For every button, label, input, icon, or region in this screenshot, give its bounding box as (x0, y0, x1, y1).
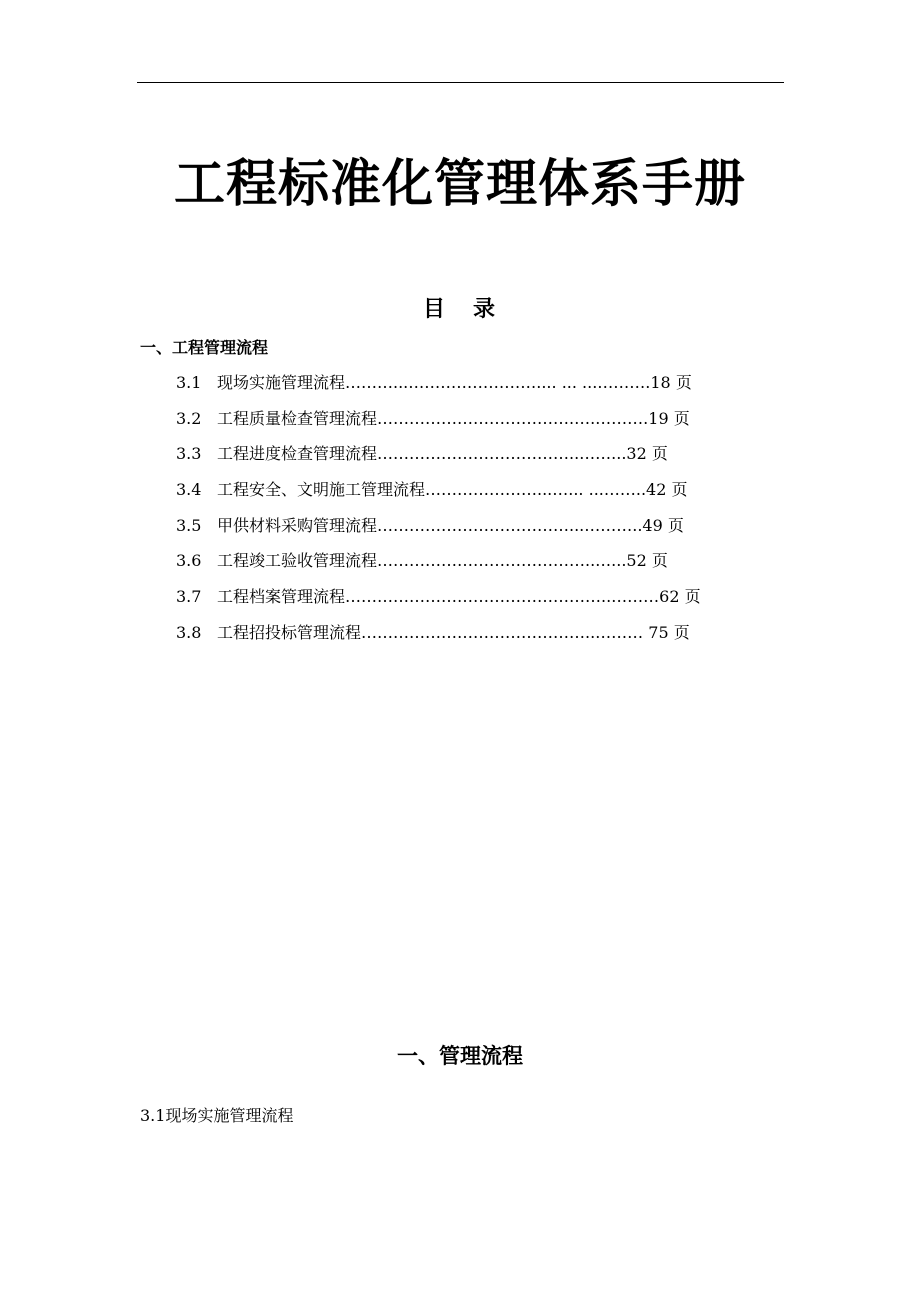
toc-entry-number: 3.3 (176, 444, 202, 464)
toc-entry-number: 3.1 (176, 373, 202, 392)
toc-entry-number: 3.5 (176, 515, 202, 535)
toc-entry-text: 工程质量检查管理流程……………………………….….……….19 页 (217, 408, 690, 428)
toc-entry-number: 3.4 (176, 480, 202, 500)
toc-entry-text: 工程招投标管理流程……………………………………..……… 75 页 (217, 622, 690, 642)
toc-entry[interactable] (176, 583, 776, 619)
toc-entry-number: 3.6 (176, 551, 202, 571)
toc-entry-number: 3.2 (176, 408, 202, 428)
toc-heading-char-1: 目 (422, 297, 447, 322)
toc-entry-number: 3.8 (176, 622, 202, 642)
toc-entry-text: 甲供材料采购管理流程………………………………...………..49 页 (217, 515, 684, 535)
document-title: 工程标准化管理体系手册 (173, 155, 746, 214)
toc-heading-char-2: 录 (473, 297, 498, 322)
toc-entry[interactable] (176, 440, 776, 476)
toc-entry[interactable] (176, 476, 776, 512)
toc-entry[interactable] (176, 547, 776, 583)
toc-entry-text: 现场实施管理流程………...…………………….... ... ...……….18 页 (217, 373, 692, 392)
toc-entry-text: 工程竣工验收管理流程…………………………………..…...52 页 (217, 551, 668, 571)
toc-entry[interactable] (176, 405, 776, 441)
header-rule (137, 82, 784, 83)
toc-entry[interactable] (176, 619, 776, 655)
toc-entry-text: 工程安全、文明施工管理流程…………………...…... ...……..42 页 (217, 480, 688, 500)
toc-entry-text: 工程档案管理流程…………………………………………..………62 页 (217, 587, 701, 607)
toc-entry[interactable] (176, 512, 776, 548)
toc-entry-number: 3.7 (176, 587, 202, 607)
toc-list (176, 369, 776, 655)
subsection-title: 3.1现场实施管理流程 (140, 1106, 294, 1125)
toc-entry-text: 工程进度检查管理流程………………………………..……...32 页 (217, 444, 668, 464)
toc-section-title: 一、工程管理流程 (140, 338, 269, 357)
toc-entry[interactable] (176, 369, 776, 405)
toc-heading (0, 293, 920, 327)
chapter-heading: 一、管理流程 (397, 1044, 523, 1068)
